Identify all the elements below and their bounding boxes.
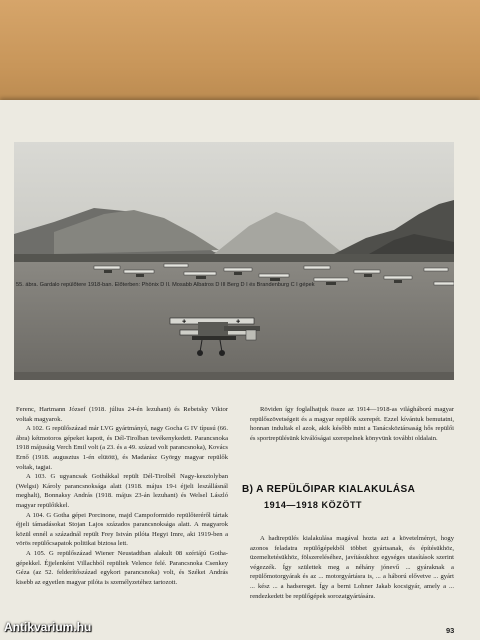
page-number: 93 xyxy=(446,626,455,635)
left-text-column xyxy=(16,405,228,587)
watermark-logo: Antikvarium.hu xyxy=(4,620,92,634)
airfield-photo xyxy=(14,142,454,380)
paragraph: A 104. G Gotha gépei Porcinone, majd Campoformido repülőteréről tártak éjjeli támadásokat Stojan Lajos százados parancsnoksága alatt. A magyarok közül ennél a századnál repült Frey István pilóta Hegyi Imre, aki 1919-ben a vörös repülőcsapatok politikai biztosa lett. xyxy=(16,511,228,548)
paragraph: Röviden így foglalhatjuk össze az 1914—1918-as világháború magyar repülőszövetségeit és a magyar repülők szerepét. Ezzel kívántuk bemutatni, honnan indultak el azok, akik később mint a Tanácsköztársaság hős repülői és sportrepülésünk kiválóságai szerepelnek könyvünk további oldalain. xyxy=(250,406,454,442)
right-text-column-continued xyxy=(250,534,454,601)
right-text-column xyxy=(250,405,454,443)
photo-caption: 55. ábra. Gardalo repülőtere 1918-ban. Előterben: Phönix D II. Mosabb Albatros D III Berg D I és Brandenburg C I gépek xyxy=(16,282,315,288)
table-background xyxy=(0,0,480,110)
paragraph: Ferenc, Hartmann József (1918. július 24-én lezuhant) és Rebetsky Viktor voltak magyarok. xyxy=(16,406,228,423)
paragraph: A hadirepülés kialakulása magával hozta azt a követelményt, hogy azonos feladatra repülőgépekből többet gyártsanak, és építésükhöz, üzemeltetésükhöz, fölszereléséhez, javításukhoz egységes utasítások szerint végezzék. Így születtek meg a néhány jónevű ... gyáraknak a repülőmotorgyárak és az ... motorgyártásra is, ... a háború elővetve ... gyárt ... kész ... a hadsereget. Így a berni Lohner Jakab kocsigyár, amely a ... rendezkedett be repülőgépek sorozatgyártására. xyxy=(250,535,454,600)
paragraph: A 103. G ugyancsak Gothákkal repült Dél-Tirolbél Nagy-kesztolyban (Welgsi) Károly parancsnoksága alatt (1918. május 19-i éjjeli leszállásnál meghalt), Bonnaksy András (1918. május 23-án lezuhant) és Welsel László magyar repülőikkel. xyxy=(16,473,228,509)
svg-text:✚: ✚ xyxy=(236,319,241,325)
section-heading-title: B) A REPÜLŐIPAR KIALAKULÁSA xyxy=(242,484,416,495)
paragraph: A 105. G repülőszázad Wiener Neustadtban alakult 08 szériájú Gotha-gépekkel. Éjjelenként Villachból repültek Velence felé. Parancsnoka Csenkey Géza (az 52. felderítőszázad egykori parancsnoka) volt, és Székei András kisebb az egyetlen magyar pilóta is személyzetéhez tartozott. xyxy=(16,549,228,586)
section-heading xyxy=(242,484,460,524)
section-heading-subtitle: 1914—1918 KÖZÖTT xyxy=(264,500,363,510)
airfield-photo-illustration xyxy=(14,142,454,380)
svg-text:✚: ✚ xyxy=(182,319,187,325)
paragraph: A 102. G repülőszázad már LVG gyártmányú, nagy Gocha G IV típusú (66. ábra) kétmotoros gépeket kapott, és Dél-Tirolban tevékenykedett. Parancsnoka 1918 májusáig Verch Emil volt (a 23. és a 49. század volt parancsnoka), Kovács Ernő (1918. augusztus 1-én elütött), és Madarász György magyar repülők voltak, tagjai. xyxy=(16,425,228,471)
